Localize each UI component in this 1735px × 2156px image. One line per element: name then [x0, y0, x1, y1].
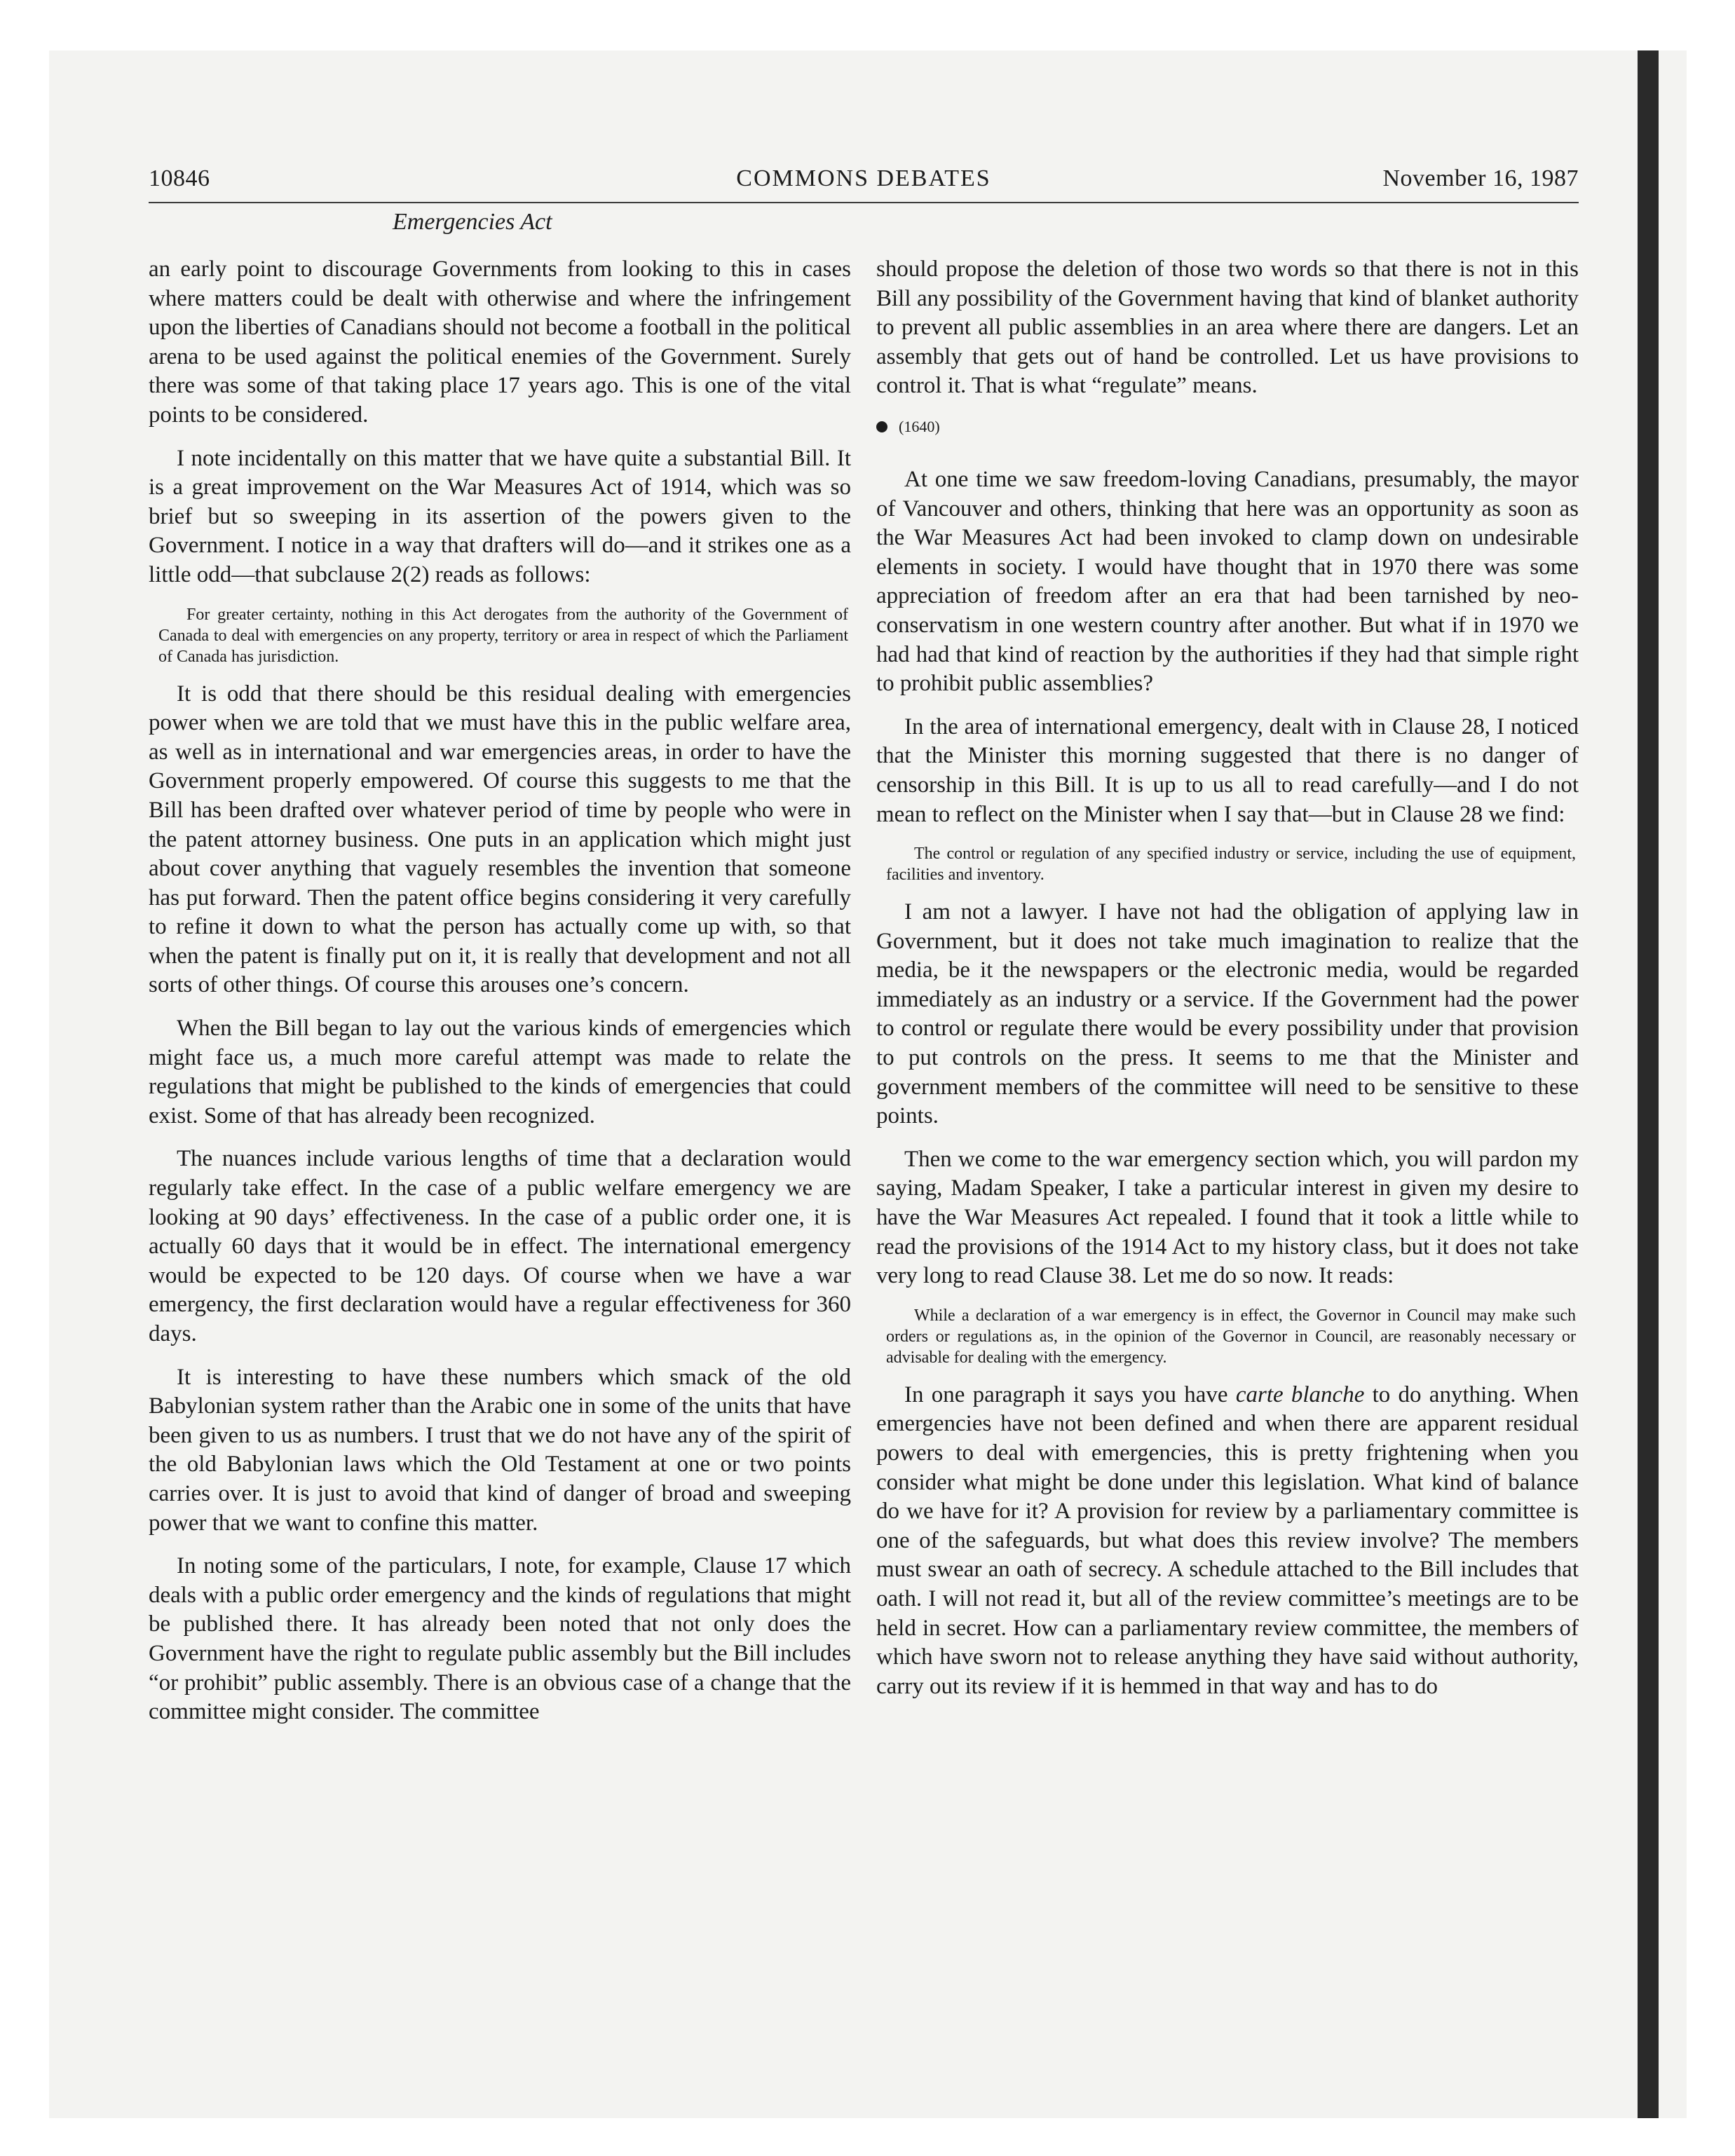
page-header [149, 161, 1579, 203]
paragraph: an early point to discourage Governments from looking to this in cases where matters could be dealt with otherwise and where the infringement upon the liberties of Canadians should not become a football in the political arena to be used against the political enemies of the Government. Surely there was some of that taking place 17 years ago. This is one of the vital points to be considered. [149, 257, 851, 428]
time-marker-label: (1640) [899, 417, 940, 435]
block-quote: For greater certainty, nothing in this Act derogates from the authority of the Government of Canada to deal with emergencies on any property, territory or area in respect of which the Parliament of Canada has jurisdiction. [158, 605, 848, 666]
scan-edge-bar [1638, 50, 1659, 2118]
paragraph: The nuances include various lengths of time that a declaration would regularly take effect. In the case of a public welfare emergency we are looking at 90 days’ effectiveness. In the case of a public order one, it is actually 60 days that it would be in effect. The international emergency would be expected to be 120 days. Of course when we have a war emergency, the first declaration would have a regular effectiveness for 360 days. [149, 1146, 851, 1346]
paragraph: It is odd that there should be this residual dealing with emergencies power when we are told that we must have this in the public welfare area, as well as in international and war emergencies areas, in order to have the Government properly empowered. Of course this suggests to me that the Bill has been drafted over whatever period of time by people who were in the patent attorney business. One puts in an application which might just about cover anything that vaguely resembles the invention that someone has put forward. Then the patent office begins considering it very carefully to refine it down to what the person has actually come up with, so that when the patent is finally put on it, it is really that development and not all sorts of other things. Of course this arouses one’s concern. [149, 681, 851, 998]
paragraph: I am not a lawyer. I have not had the obligation of applying law in Government, but it does not take much imagination to realize that the media, be it the newspapers or the electronic media, would be regarded immediately as an industry or a service. If the Government had the power to control or regulate there would be every possibility under that provision to put controls on the press. It seems to me that the Minister and government members of the committee will need to be sensitive to these points. [876, 899, 1579, 1129]
paragraph: In noting some of the particulars, I note, for example, Clause 17 which deals with a public order emergency and the kinds of regulations that might be published there. It has already been noted that not only does the Government have the right to regulate public assembly but the Bill includes “or prohibit” public assembly. There is an obvious case of a change that the committee might consider. The committee [149, 1553, 851, 1725]
paragraph-text: to do anything. When emergencies have not been defined and when there are apparent residual powers to deal with emergencies, this is pretty frightening when you consider what might be done under this legislation. What kind of balance do we have for it? A provision for review by a parliamentary committee is one of the safeguards, but what does this review involve? The members must swear an oath of secrecy. A schedule attached to the Bill includes that oath. I will not read it, but all of the review committee’s meetings are to be held in secret. How can a parliamentary review committee, the members of which have sworn not to release anything they have said without authority, carry out its review if it is hemmed in that way and has to do [876, 1381, 1579, 1699]
left-column [149, 255, 851, 1741]
paragraph [876, 1381, 1579, 1702]
section-subject: Emergencies Act [393, 209, 552, 235]
block-quote: The control or regulation of any specified industry or service, including the use of equipment, facilities and inventory. [886, 845, 1576, 885]
page-number: 10846 [149, 165, 210, 191]
paragraph: It is interesting to have these numbers which smack of the old Babylonian system rather than the Arabic one in some of the units that have been given to us as numbers. I trust that we do not have any of the spirit of the old Babylonian laws which the Old Testament at one or two points carries over. It is just to avoid that kind of danger of broad and sweeping power that we want to confine this matter. [149, 1364, 851, 1536]
paragraph: I note incidentally on this matter that we have quite a substantial Bill. It is a great improvement on the War Measures Act of 1914, which was so brief but so sweeping in its assertion of the powers given to the Government. I notice in a way that drafters will do—and it strikes one as a little odd—that subclause 2(2) reads as follows: [149, 445, 851, 587]
publication-date: November 16, 1987 [1382, 165, 1579, 191]
paragraph: In the area of international emergency, dealt with in Clause 28, I noticed that the Minister this morning suggested that there is no danger of censorship in this Bill. It is up to us all to read carefully—and I do not mean to reflect on the Minister when I say that—but in Clause 28 we find: [876, 714, 1579, 827]
paragraph: When the Bill began to lay out the various kinds of emergencies which might face us, a much more careful attempt was made to relate the regulations that might be published to the kinds of emergencies that could exist. Some of that has already been recognized. [149, 1016, 851, 1128]
paragraph: should propose the deletion of those two words so that there is not in this Bill any possibility of the Government having that kind of blanket authority to prevent all public assemblies in an area where there are dangers. Let an assembly that gets out of hand be controlled. Let us have provisions to control it. That is what “regulate” means. [876, 257, 1579, 399]
italic-phrase: carte blanche [1235, 1381, 1365, 1407]
right-column [876, 255, 1579, 1715]
paragraph: Then we come to the war emergency section which, you will pardon my saying, Madam Speaker, I take a particular interest in given my desire to have the War Measures Act repealed. I found that it took a little while to read the provisions of the 1914 Act to my history class, but it does not take very long to read Clause 38. Let me do so now. It reads: [876, 1146, 1579, 1289]
block-quote: While a declaration of a war emergency is in effect, the Governor in Council may make such orders or regulations as, in the opinion of the Governor in Council, are reasonably necessary or advisable for dealing with the emergency. [886, 1306, 1576, 1367]
paragraph: At one time we saw freedom-loving Canadians, presumably, the mayor of Vancouver and others, thinking that here was an opportunity as soon as the War Measures Act had been invoked to clamp down on undesirable elements in society. I would have thought that in 1970 there was some appreciation of freedom after an era that had been tarnished by neo-conservatism in one western country after another. But what if in 1970 we had had that kind of reaction by the authorities if they had that simple right to prohibit public assemblies? [876, 466, 1579, 697]
publication-title: COMMONS DEBATES [736, 165, 991, 191]
time-marker [876, 416, 1579, 437]
paragraph-text: In one paragraph it says you have [904, 1381, 1228, 1407]
bullet-icon [876, 421, 887, 432]
